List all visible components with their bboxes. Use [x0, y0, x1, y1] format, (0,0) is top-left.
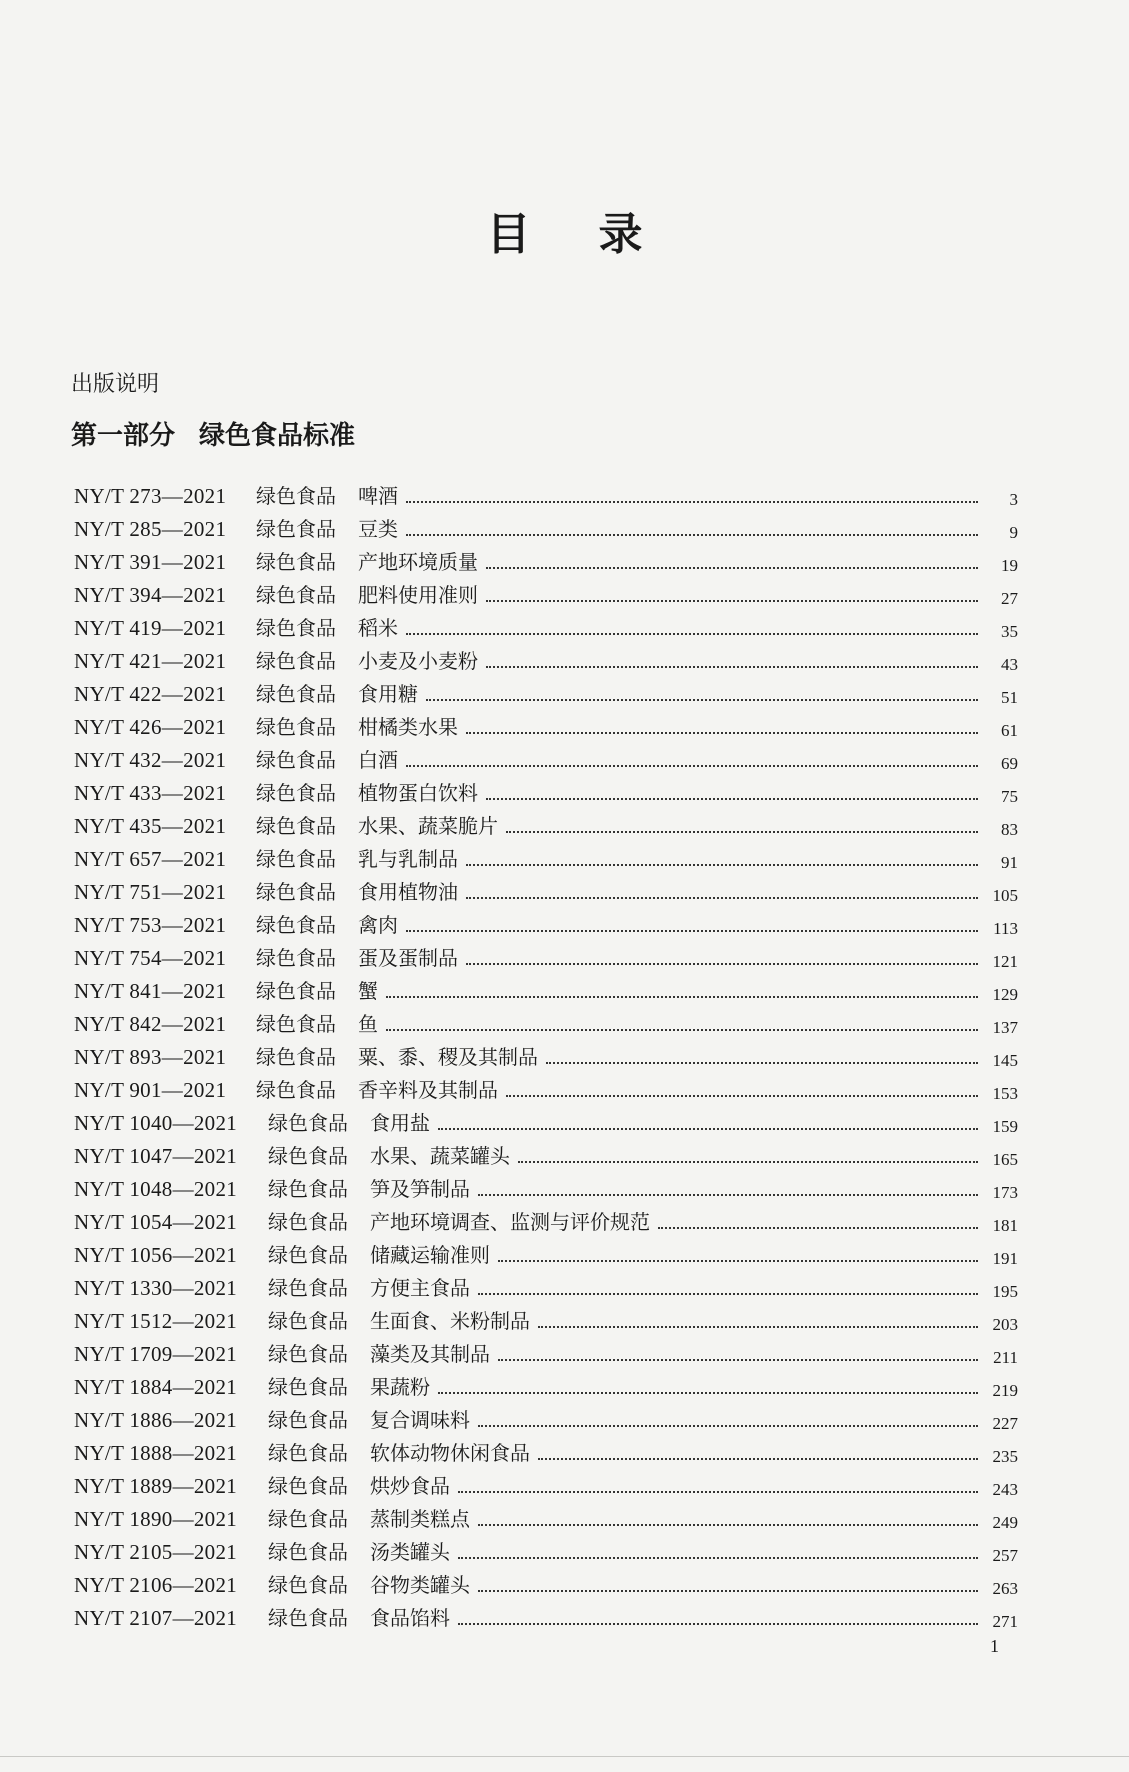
standard-category: 绿色食品 — [256, 1078, 336, 1102]
standard-code: NY/T 893—2021 — [74, 1045, 227, 1069]
standard-title: 鱼 — [358, 1012, 378, 1036]
standard-code: NY/T 1047—2021 — [74, 1144, 238, 1168]
standard-title: 白酒 — [358, 748, 398, 772]
standard-category: 绿色食品 — [256, 1045, 336, 1069]
page-ref: 173 — [992, 1183, 1018, 1202]
standard-code: NY/T 273—2021 — [74, 484, 227, 508]
standard-code: NY/T 433—2021 — [74, 781, 227, 805]
standard-code: NY/T 1512—2021 — [74, 1309, 238, 1333]
standard-code: NY/T 753—2021 — [74, 913, 227, 937]
toc-entry[interactable] — [74, 1466, 1018, 1499]
toc-entry[interactable] — [74, 1235, 1018, 1268]
standard-title: 果蔬粉 — [370, 1375, 430, 1399]
standard-category: 绿色食品 — [268, 1276, 348, 1300]
page-ref: 35 — [1001, 622, 1018, 641]
standard-code: NY/T 1330—2021 — [74, 1276, 238, 1300]
dot-leader — [478, 1292, 978, 1295]
toc-entry[interactable] — [74, 707, 1018, 740]
page-ref: 137 — [992, 1018, 1018, 1037]
toc-entry[interactable] — [74, 1598, 1018, 1631]
toc-entry[interactable] — [74, 1004, 1018, 1037]
standard-title: 谷物类罐头 — [370, 1573, 470, 1597]
standard-category: 绿色食品 — [256, 484, 336, 508]
standard-category: 绿色食品 — [256, 517, 336, 541]
standard-category: 绿色食品 — [268, 1606, 348, 1630]
toc-entry[interactable] — [74, 1037, 1018, 1070]
toc-entry[interactable] — [74, 674, 1018, 707]
toc-entry[interactable] — [74, 1070, 1018, 1103]
page-ref: 27 — [1001, 589, 1018, 608]
dot-leader — [658, 1226, 978, 1229]
page-number: 1 — [990, 1636, 999, 1656]
standard-title: 产地环境质量 — [358, 550, 478, 574]
standard-title: 啤酒 — [358, 484, 398, 508]
standard-code: NY/T 285—2021 — [74, 517, 227, 541]
dot-leader — [538, 1325, 978, 1328]
page-ref: 249 — [992, 1513, 1018, 1532]
standard-title: 汤类罐头 — [370, 1540, 450, 1564]
dot-leader — [478, 1589, 978, 1592]
standard-title: 产地环境调查、监测与评价规范 — [370, 1210, 650, 1234]
toc-entry[interactable] — [74, 641, 1018, 674]
standard-code: NY/T 751—2021 — [74, 880, 227, 904]
standard-title: 水果、蔬菜脆片 — [358, 814, 498, 838]
standard-title: 蛋及蛋制品 — [358, 946, 458, 970]
dot-leader — [486, 797, 978, 800]
standard-code: NY/T 419—2021 — [74, 616, 227, 640]
page-ref: 203 — [992, 1315, 1018, 1334]
standard-title: 乳与乳制品 — [358, 847, 458, 871]
page-ref: 105 — [992, 886, 1018, 905]
toc-entry[interactable] — [74, 1202, 1018, 1235]
dot-leader — [466, 896, 978, 899]
standard-category: 绿色食品 — [268, 1144, 348, 1168]
standard-category: 绿色食品 — [256, 715, 336, 739]
page-ref: 211 — [993, 1348, 1018, 1367]
dot-leader — [438, 1127, 978, 1130]
page-ref: 263 — [992, 1579, 1018, 1598]
dot-leader — [546, 1061, 978, 1064]
page-ref: 191 — [992, 1249, 1018, 1268]
standard-code: NY/T 754—2021 — [74, 946, 227, 970]
toc-entry[interactable] — [74, 971, 1018, 1004]
standard-code: NY/T 2105—2021 — [74, 1540, 238, 1564]
standard-code: NY/T 2107—2021 — [74, 1606, 238, 1630]
standard-title: 笋及笋制品 — [370, 1177, 470, 1201]
page-ref: 113 — [993, 919, 1018, 938]
standard-category: 绿色食品 — [268, 1507, 348, 1531]
standard-code: NY/T 1890—2021 — [74, 1507, 238, 1531]
standard-title: 储藏运输准则 — [370, 1243, 490, 1267]
standard-code: NY/T 1888—2021 — [74, 1441, 238, 1465]
dot-leader — [538, 1457, 978, 1460]
page-ref: 195 — [992, 1282, 1018, 1301]
toc-list — [74, 476, 1018, 1631]
standard-category: 绿色食品 — [268, 1540, 348, 1564]
standard-category: 绿色食品 — [268, 1177, 348, 1201]
standard-category: 绿色食品 — [268, 1573, 348, 1597]
toc-entry[interactable] — [74, 1103, 1018, 1136]
standard-code: NY/T 842—2021 — [74, 1012, 227, 1036]
part-label: 第一部分 — [71, 421, 176, 451]
dot-leader — [386, 1028, 978, 1031]
page-ref: 3 — [1009, 490, 1018, 509]
dot-leader — [406, 533, 978, 536]
standard-category: 绿色食品 — [256, 946, 336, 970]
standard-category: 绿色食品 — [268, 1111, 348, 1135]
page-ref: 129 — [992, 985, 1018, 1004]
standard-title: 烘炒食品 — [370, 1474, 450, 1498]
standard-title: 食用糖 — [358, 682, 418, 706]
toc-entry[interactable] — [74, 1334, 1018, 1367]
page-ref: 75 — [1001, 787, 1018, 806]
standard-category: 绿色食品 — [268, 1342, 348, 1366]
page-ref: 159 — [992, 1117, 1018, 1136]
standard-code: NY/T 1709—2021 — [74, 1342, 238, 1366]
standard-code: NY/T 422—2021 — [74, 682, 227, 706]
standard-code: NY/T 391—2021 — [74, 550, 227, 574]
dot-leader — [458, 1622, 978, 1625]
toc-entry[interactable] — [74, 542, 1018, 575]
part-name: 绿色食品标准 — [199, 421, 356, 451]
page-ref: 271 — [992, 1612, 1018, 1631]
standard-category: 绿色食品 — [268, 1441, 348, 1465]
standard-title: 柑橘类水果 — [358, 715, 458, 739]
standard-code: NY/T 2106—2021 — [74, 1573, 238, 1597]
standard-title: 豆类 — [358, 517, 398, 541]
standard-title: 方便主食品 — [370, 1276, 470, 1300]
page-ref: 243 — [992, 1480, 1018, 1499]
toc-entry[interactable] — [74, 476, 1018, 509]
page-ref: 219 — [992, 1381, 1018, 1400]
standard-code: NY/T 1040—2021 — [74, 1111, 238, 1135]
page-ref: 165 — [992, 1150, 1018, 1169]
toc-entry[interactable] — [74, 1499, 1018, 1532]
standard-title: 植物蛋白饮料 — [358, 781, 478, 805]
standard-code: NY/T 394—2021 — [74, 583, 227, 607]
title-char-2: 录 — [598, 209, 643, 260]
page-ref: 121 — [992, 952, 1018, 971]
toc-entry[interactable] — [74, 872, 1018, 905]
dot-leader — [498, 1358, 978, 1361]
dot-leader — [426, 698, 978, 701]
standard-code: NY/T 901—2021 — [74, 1078, 227, 1102]
dot-leader — [506, 830, 978, 833]
standard-category: 绿色食品 — [268, 1243, 348, 1267]
dot-leader — [406, 929, 978, 932]
standard-code: NY/T 1886—2021 — [74, 1408, 238, 1432]
standard-code: NY/T 657—2021 — [74, 847, 227, 871]
page-ref: 145 — [992, 1051, 1018, 1070]
standard-title: 食用植物油 — [358, 880, 458, 904]
standard-code: NY/T 1889—2021 — [74, 1474, 238, 1498]
dot-leader — [438, 1391, 978, 1394]
standard-title: 水果、蔬菜罐头 — [370, 1144, 510, 1168]
dot-leader — [478, 1523, 978, 1526]
toc-item-publication-note[interactable]: 出版说明 — [71, 372, 160, 397]
standard-title: 复合调味料 — [370, 1408, 470, 1432]
dot-leader — [458, 1490, 978, 1493]
standard-category: 绿色食品 — [268, 1375, 348, 1399]
standard-title: 蟹 — [358, 979, 378, 1003]
standard-category: 绿色食品 — [256, 847, 336, 871]
toc-entry[interactable] — [74, 1169, 1018, 1202]
standard-title: 藻类及其制品 — [370, 1342, 490, 1366]
page-ref: 181 — [992, 1216, 1018, 1235]
standard-code: NY/T 841—2021 — [74, 979, 227, 1003]
dot-leader — [486, 566, 978, 569]
page-ref: 227 — [992, 1414, 1018, 1433]
page-edge — [0, 1756, 1129, 1757]
dot-leader — [478, 1193, 978, 1196]
standard-title: 稻米 — [358, 616, 398, 640]
toc-entry[interactable] — [74, 1433, 1018, 1466]
toc-entry[interactable] — [74, 1400, 1018, 1433]
standard-category: 绿色食品 — [268, 1309, 348, 1333]
standard-title: 蒸制类糕点 — [370, 1507, 470, 1531]
dot-leader — [406, 500, 978, 503]
standard-category: 绿色食品 — [256, 979, 336, 1003]
standard-category: 绿色食品 — [256, 1012, 336, 1036]
standard-title: 香辛料及其制品 — [358, 1078, 498, 1102]
dot-leader — [486, 599, 978, 602]
page-ref: 235 — [992, 1447, 1018, 1466]
standard-category: 绿色食品 — [256, 781, 336, 805]
dot-leader — [506, 1094, 978, 1097]
toc-entry[interactable] — [74, 1532, 1018, 1565]
standard-category: 绿色食品 — [256, 748, 336, 772]
page-ref: 69 — [1001, 754, 1018, 773]
page-ref: 91 — [1001, 853, 1018, 872]
page-ref: 19 — [1001, 556, 1018, 575]
standard-code: NY/T 435—2021 — [74, 814, 227, 838]
standard-category: 绿色食品 — [268, 1210, 348, 1234]
dot-leader — [486, 665, 978, 668]
standard-title: 食用盐 — [370, 1111, 430, 1135]
standard-category: 绿色食品 — [256, 649, 336, 673]
standard-category: 绿色食品 — [256, 616, 336, 640]
toc-entry[interactable] — [74, 938, 1018, 971]
toc-entry[interactable] — [74, 1136, 1018, 1169]
toc-entry[interactable] — [74, 1565, 1018, 1598]
standard-category: 绿色食品 — [256, 682, 336, 706]
page-ref: 61 — [1001, 721, 1018, 740]
dot-leader — [406, 632, 978, 635]
standard-code: NY/T 432—2021 — [74, 748, 227, 772]
dot-leader — [478, 1424, 978, 1427]
dot-leader — [466, 962, 978, 965]
page-ref: 51 — [1001, 688, 1018, 707]
page-ref: 83 — [1001, 820, 1018, 839]
toc-entry[interactable] — [74, 1367, 1018, 1400]
toc-entry[interactable] — [74, 905, 1018, 938]
toc-entry[interactable] — [74, 509, 1018, 542]
standard-title: 粟、黍、稷及其制品 — [358, 1045, 538, 1069]
dot-leader — [406, 764, 978, 767]
title-char-1: 目 — [486, 209, 531, 260]
standard-code: NY/T 426—2021 — [74, 715, 227, 739]
standard-code: NY/T 1884—2021 — [74, 1375, 238, 1399]
toc-entry[interactable] — [74, 740, 1018, 773]
dot-leader — [466, 863, 978, 866]
toc-entry[interactable] — [74, 575, 1018, 608]
part-heading — [71, 418, 355, 454]
standard-category: 绿色食品 — [256, 550, 336, 574]
standard-code: NY/T 1056—2021 — [74, 1243, 238, 1267]
standard-title: 小麦及小麦粉 — [358, 649, 478, 673]
standard-category: 绿色食品 — [256, 913, 336, 937]
dot-leader — [518, 1160, 978, 1163]
toc-entry[interactable] — [74, 608, 1018, 641]
standard-category: 绿色食品 — [256, 814, 336, 838]
page-ref: 9 — [1009, 523, 1018, 542]
standard-title: 肥料使用准则 — [358, 583, 478, 607]
page-title — [0, 205, 1129, 265]
page-ref: 257 — [992, 1546, 1018, 1565]
page-ref: 43 — [1001, 655, 1018, 674]
page-ref: 153 — [992, 1084, 1018, 1103]
toc-entry[interactable] — [74, 1301, 1018, 1334]
toc-entry[interactable] — [74, 839, 1018, 872]
dot-leader — [466, 731, 978, 734]
standard-title: 食品馅料 — [370, 1606, 450, 1630]
standard-title: 软体动物休闲食品 — [370, 1441, 530, 1465]
standard-title: 禽肉 — [358, 913, 398, 937]
dot-leader — [386, 995, 978, 998]
standard-title: 生面食、米粉制品 — [370, 1309, 530, 1333]
toc-entry[interactable] — [74, 806, 1018, 839]
standard-category: 绿色食品 — [268, 1474, 348, 1498]
standard-category: 绿色食品 — [256, 880, 336, 904]
toc-entry[interactable] — [74, 773, 1018, 806]
standard-category: 绿色食品 — [268, 1408, 348, 1432]
standard-code: NY/T 1048—2021 — [74, 1177, 238, 1201]
standard-code: NY/T 421—2021 — [74, 649, 227, 673]
standard-code: NY/T 1054—2021 — [74, 1210, 238, 1234]
standard-category: 绿色食品 — [256, 583, 336, 607]
dot-leader — [458, 1556, 978, 1559]
dot-leader — [498, 1259, 978, 1262]
toc-entry[interactable] — [74, 1268, 1018, 1301]
